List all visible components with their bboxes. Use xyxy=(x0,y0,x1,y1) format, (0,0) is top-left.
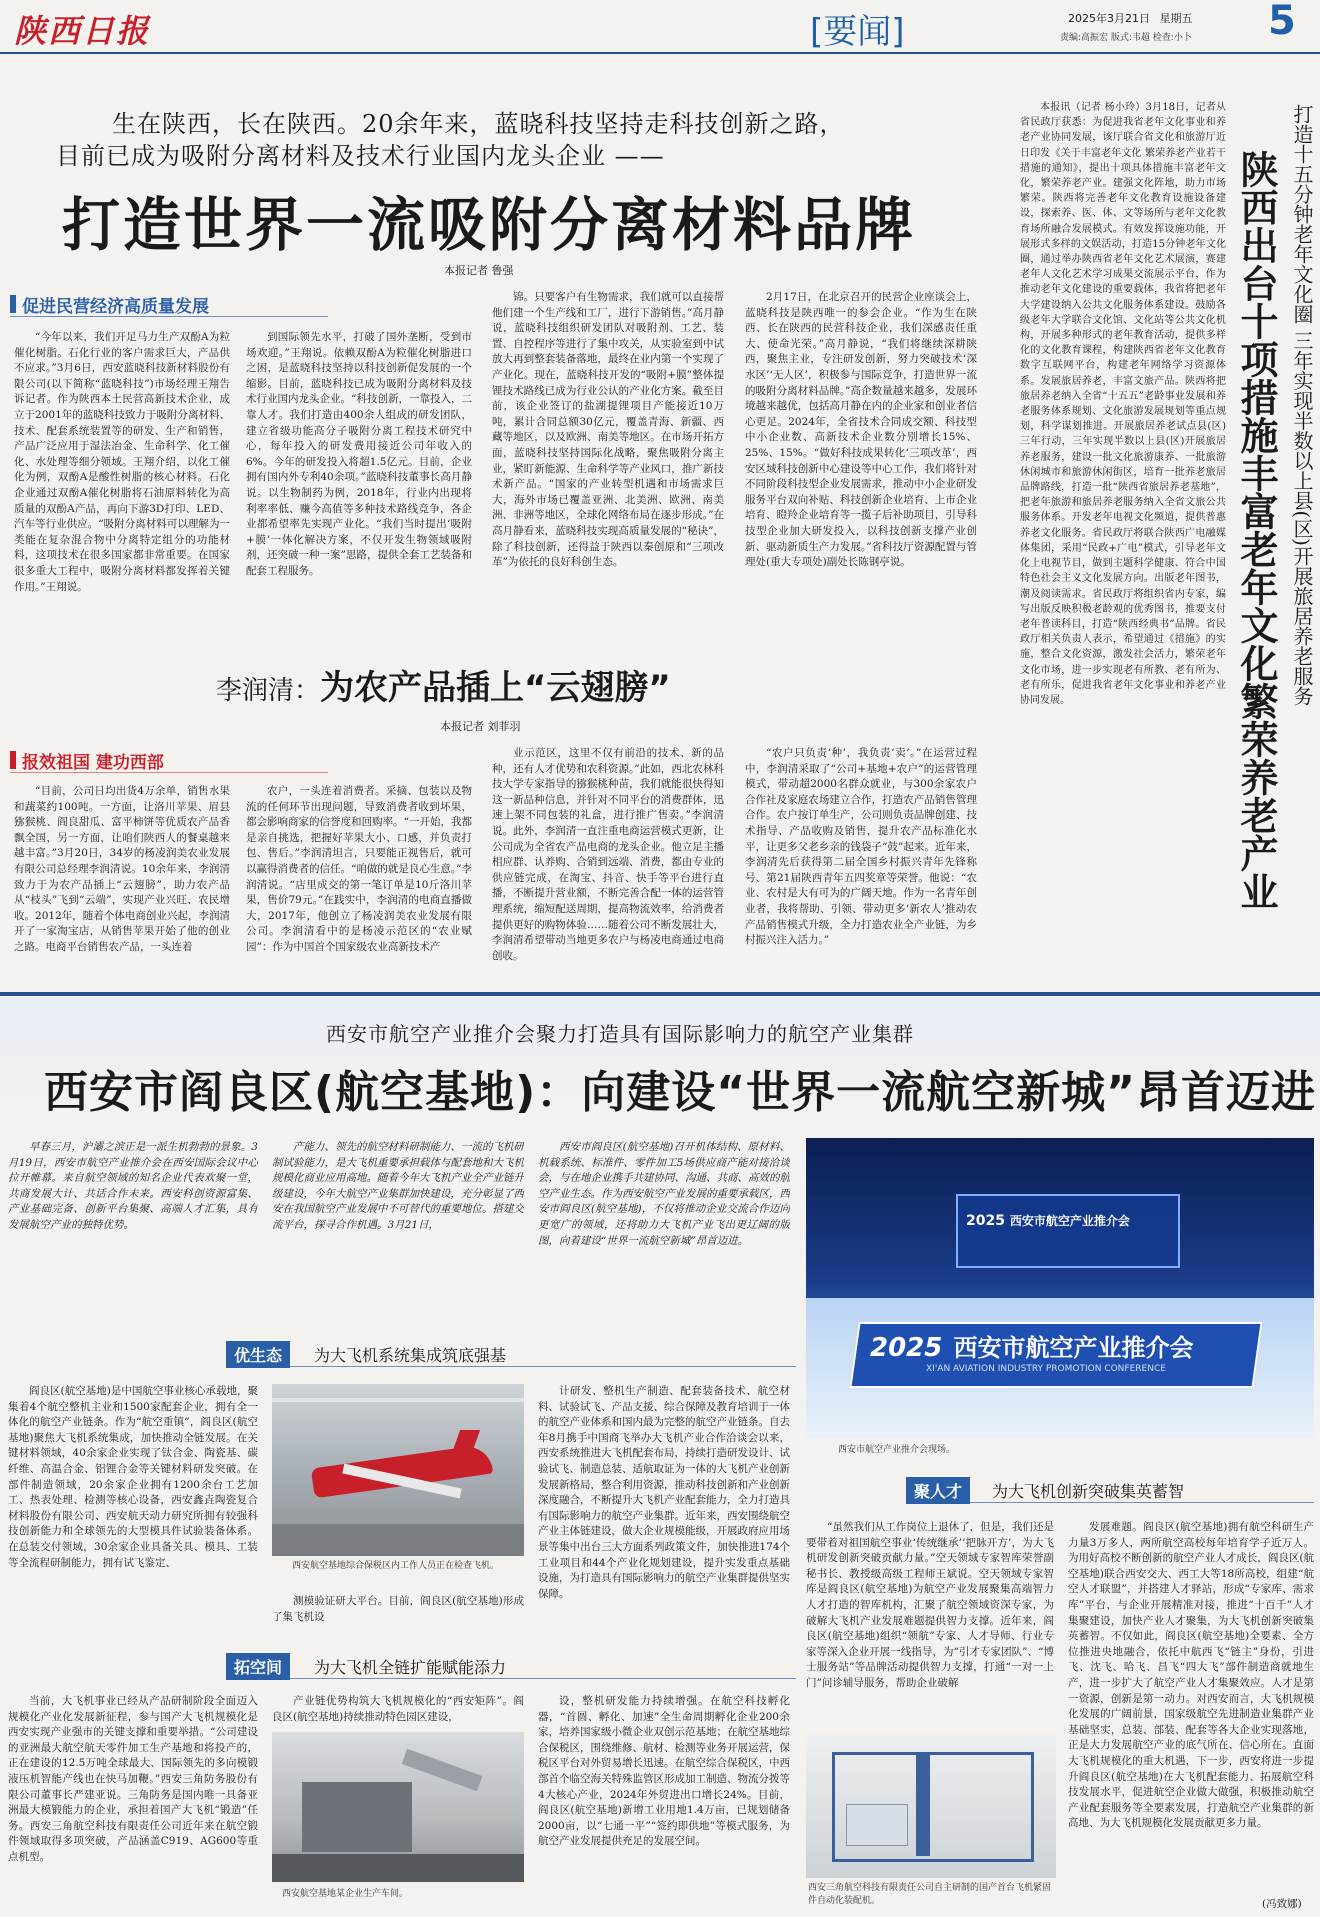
tag-a-title: 为大飞机系统集成筑底强基 xyxy=(314,1345,507,1365)
story3-b-col2-text: 发展难题。阎良区(航空基地)拥有航空科研生产力量3万多人，两所航空高校每年培育学子近万人。为用好高校不断创新的航空产业人才成长，阎良区(航空基地)联合西安交大、西工大等18所高校，组建“航空人才联盟”，并搭建人才驿站，形成“专家库、需求库”平台，与企业开展精准对接，推进“十百千”人才集聚建设，加快产业人才聚集，为大飞机创新突破集英蓄智。不仅如此，阎良区(航空基地)全要素、全方位推进央地融合，依托中航西飞“链主”身份，引进飞、沈飞、哈飞、昌飞“四大飞”部件制造商就地生产，进一步扩大了航空产业人才集聚效应。人才是第一资源，创新是第一动力。对西安而言，大飞机规模化发展的广阔前景，国家级航空先进制造业集群产业基础坚实，总装、部装、配套等各大企业实现落地，正是大力发展航空产业的底气所在、信心所在。直面大飞机规模化的重大机遇，下一步，西安将进一步提升阎良区(航空基地)在大飞机配套能力、拓展航空科技发展水平，促进航空企业做大做强，积极推动航空产业配套服务等全要素发展，打造航空产业集群的新高地、为大飞机规模化发展贡献更多力量。 xyxy=(1068,1521,1314,1830)
story2-tag-text: 报效祖国 建功西部 xyxy=(22,752,164,773)
machine-column xyxy=(916,1752,930,1856)
story3-c-col2-text: 产业链优势构筑大飞机规模化的“西安矩阵”。阎良区(航空基地)持续推动特色园区建设， xyxy=(272,1695,524,1723)
tag-bar-icon xyxy=(10,751,16,769)
story1-section-tag xyxy=(10,292,328,317)
story3-intro-col2-text: 产能力、领先的航空材料研制能力、一流的飞机研制试验能力，是大飞机重要承担载体与配套地和大飞机规模化商业应用高地。随着今年大飞机产业全产业链升级建设，今年大航空产业集群加快建设，充分彰显了西安在我国航空产业发展中不可替代的重要地位。搭建交流平台，探寻合作机遇。3月21日， xyxy=(272,1141,524,1231)
story1-col2-text: 到国际领先水平，打破了国外垄断，受到市场欢迎。”王翔说。依赖双酚A为粒催化树脂进口之困，是蓝晓科技坚持以科技创新促发展的一个缩影。目前，蓝晓科技已成为吸附分离材料及技术行业国内龙头企业。“科技创新，一靠投入，二靠人才。我们打造由400余人组成的研发团队，建立省级功能高分子吸附分离工程技术研究中心，每年投入的研发费用接近公司年收入的6%。今年的研发投入将超1.5亿元。目前，企业拥有国内外专利40余项。”蓝晓科技董事长高月静说。以生物制药为例，2018年，行业内出现将利率率低、赚今高值等多种技术路线竞争，各企业都希望率先实现产业化。“我们当时提出‘吸附+膜’一体化解决方案，不仅开发生物领域吸附剂，还突破一种一案”思路，提供全套工艺装备和配套工程服务。 xyxy=(246,331,472,577)
story3-end-byline: (冯致娜) xyxy=(1262,1898,1302,1910)
banner-en-text: XI'AN AVIATION INDUSTRY PROMOTION CONFERENCE xyxy=(926,1364,1166,1374)
story3-a-col2-tail xyxy=(272,1594,524,1644)
weekday-text: 星期五 xyxy=(1159,12,1193,25)
story3-a-col1-text: 阎良区(航空基地)是中国航空事业核心承载地，聚集着4个航空整机主业和1500家配套企业，拥有全一体化的航空产业链条。作为“航空重镇”，阎良区(航空基地)聚焦大飞机系统集成，加快推动全链发展。在关键材料领域，40余家企业实现了钛合金、陶瓷基、碳纤维、高温合金、铝锂合金等关键材料研发突破。在部件制造领域，20余家企业拥有1200余台工艺加工、热表处理、检测等核心设备，西安鑫垚陶瓷复合材料股份有限公司、西安航天动力研究所拥有较强科技创新能力和全球领先的大型模具件试验装备体系。在总装交付领域，30余家企业具备关具、模具、工装等全流程研制能力，拥有试飞鉴定、 xyxy=(8,1385,258,1569)
hangar-beam xyxy=(272,1398,524,1402)
story3-kicker: 西安市航空产业推介会聚力打造具有国际影响力的航空产业集群 xyxy=(326,1022,914,1046)
story2-col1-text: “目前，公司日均出货4万余单，销售水果和蔬菜约100吨。一方面，让洛川苹果、眉县猕猴桃、阎良甜瓜、富平柿饼等优质农产品香飘全国，另一方面，让咱们陕西人的餐桌越来越丰富。”3月20日，34岁的杨凌润美农业发展有限公司总经理李润清说。10余年来，李润清致力于为农产品插上“云翅膀”，助力农产品从“枝头”飞到“云端”，实现产业兴旺、农民增收。2012年，随着个体电商创业兴起，李润清开了一家淘宝店，从销售苹果开始了他的创业之路。电商平台销售农产品，一头连着 xyxy=(14,785,230,953)
sidebar-vertical-headline: 陕西出台十项措施丰富老年文化繁荣养老产业 xyxy=(1234,150,1278,910)
story3-a-col2-tail-text: 测模验证研大平台。目前，阎良区(航空基地)形成了集飞机设 xyxy=(272,1595,524,1623)
story3-c-col2 xyxy=(272,1694,524,1728)
conference-photo-caption: 西安市航空产业推介会现场。 xyxy=(838,1445,956,1455)
story1-byline: 本报记者 鲁强 xyxy=(444,264,514,277)
story1-col1 xyxy=(14,330,230,595)
story2-col3-text: 业示范区，这里不仅有前沿的技术、新的品种，还有人才优势和农科资源。”此如，西北农林科技大学专家指导的猕猴桃种苗，我们就能很快得知这一新品种信息，并针对不同平台的消费群体，迅速上架不同包装的礼盒，进行推广售卖。”李润清说。此外，李润清一直注重电商运营模式更新，让公司成为全省农产品电商的龙头企业。他立足主播相应群、认养购、合销到远端、消费，都由专业的供应链完成，在淘宝、抖音、快手等平台进行直播，不断提升营业额，不断完善合配一体的运营管理系统，缩短配送周期，提高物流效率，给消费者提供更好的购物体验……随着公司不断发展壮大，李润清希望带动当地更多农户与杨凌电商通过电商创收。 xyxy=(492,747,724,962)
tag-expand-space xyxy=(226,1654,796,1679)
section-divider xyxy=(0,992,1320,996)
story2-col4-text: “农户只负责‘种’，我负责‘卖’。”在运营过程中，李润清采取了“公司+基地+农户”的运营管理模式，带动超2000名群众就业，与300余家农户合作社及家庭农场建立合作，打造农产品销售管理合作。农户按订单生产，公司则负责品牌创建、技术指导、产品收购及销售，提升农产品标准化水平，让更多父老乡亲的钱袋子“鼓”起来。近年来，李润清先后获得第二届全国乡村振兴青年先锋称号、第21届陕西青年五四奖章等荣誉。他说：“农业、农村是大有可为的广阔天地。作为一名青年创业者，我将帮助、引领、带动更多‘新农人’推动农产品销售模式升级，全力打造农业全产业链，为乡村振兴注入活力。” xyxy=(745,747,977,947)
tag-c-title: 为大飞机全链扩能赋能添力 xyxy=(314,1657,507,1677)
issue-date xyxy=(1068,10,1193,26)
aircraft-photo-caption: 西安航空基地综合保税区内工作人员正在检查飞机。 xyxy=(292,1561,500,1571)
date-text: 2025年3月21日 xyxy=(1068,12,1150,25)
story3-b-col1 xyxy=(806,1520,1054,1728)
aircraft-hangar-photo xyxy=(272,1384,524,1556)
banner-name: 西安市航空产业推介会 xyxy=(953,1334,1194,1362)
story1-col4 xyxy=(745,290,977,625)
story1-col4-text: 2月17日，在北京召开的民营企业座谈会上，蓝晓科技是陕西唯一的参会企业。“作为生在陕西、长在陕西的民营科技企业，我们深感责任重大、使命光荣。”高月静说，“我们将继续深耕陕西，聚焦主业，专注研发创新，努力突破技术‘深水区’‘无人区’，积极参与国际竞争，打造世界一流的吸附分离材料品牌。”高企数量越来越多，发展环境越来越优，包括高月静在内的企业家和创业者信心更足。2024年，全省技术合同成交额、科技型中小企业数、高新技术企业数分别增长15%、25%、15%。“做好科技成果转化‘三项改革’，西安区域科技创新中心建设等中心工作，我们将针对不同阶段科技型企业发展需求，推动中小企业研发服务平台双向补贴、科技创新企业培育、上市企业培育、瞪羚企业培育等一揽子后补助项目，引导科技型企业加大研发投入，以科技创新支撑产业创新、驱动新质生产力发展。”省科技厅资源配置与管理处(重大专项处)副处长陈钢亭说。 xyxy=(745,291,977,569)
story3-c-col1 xyxy=(8,1694,258,1912)
story1-col3 xyxy=(492,290,724,625)
tag-gather-talent xyxy=(906,1478,1314,1503)
editor-credits: 责编:高振宏 版式:韦超 检查:小卜 xyxy=(1060,33,1192,43)
machine-panel xyxy=(846,1804,908,1846)
story2-col2 xyxy=(246,784,472,979)
story3-intro-col3-text: 西安市阎良区(航空基地)召开机体结构、原材料、机载系统、标准件、零件加工5场供应商产能对接洽谈会，与在地企业携手共建协同、沟通、共商、高效的航空产业生态。作为西安航空产业发展的重要承载区，西安市阎良区(航空基地)，不仅将推动企业交流合作迈向更宽广的领域，还将助力大飞机产业飞出更辽阔的版图，向着建设“世界一流航空新城”昂首迈进。 xyxy=(538,1141,790,1247)
section-label: [要闻] xyxy=(810,12,905,52)
assembly-machine-photo xyxy=(806,1734,1056,1878)
workshop-photo-caption: 西安航空基地某企业生产车间。 xyxy=(282,1889,409,1899)
tag-c-label: 拓空间 xyxy=(226,1653,290,1680)
story2-byline: 本报记者 刘菲羽 xyxy=(440,720,521,733)
story2-col2-text: 农户，一头连着消费者。采摘、包装以及物流的任何环节出现问题，导致消费者收到坏果，都会影响商家的信誉度和回购率。“一开始，我都是亲自挑选，把握好苹果大小、口感，并负责打包、售后。”李润清坦言，只要能正视售后，就可以赢得消费者的信任。“咱做的就是良心生意。”李润清说。“店里成交的第一笔订单是10斤洛川苹果，售价79元。”在践实中，李润清的电商直播做大，2017年，他创立了杨凌润美农业发展有限公司。李润清看中的是杨凌示范区的“农业赋园”：作为中国首个国家级农业高新技术产 xyxy=(246,785,472,953)
story3-intro-col1 xyxy=(8,1140,258,1300)
story3-a-col3-text: 计研发、整机生产制造、配套装备技术、航空材料、试验试飞、产品支援、综合保障及教育培训于一体的航空产业体系和国内最为完整的航空产业链条。自去年8月携手中国商飞举办大飞机产业合作洽谈会以来，西安系统推进大飞机配套布局，持续打造研发设计、试验试飞、制造总装、适航取证为一体的大飞机产业创新发展新格局，整合利用资源，推动科技创新和产业创新深度融合，不断提升大飞机产业配套能力，全力打造具有国际影响力的航空产业集群。近年来，西安围绕航空产业主体链建设，做大企业规模能级，开展政府应用场景等集中出台三大方面系列政策文件，加快推进174个工业项目和44个产业化规划建设，提升实发重点基础设施，为打造具有国际影响力的航空产业集群提供坚实保障。 xyxy=(538,1385,790,1600)
story1-kicker-line2: 目前已成为吸附分离材料及技术行业国内龙头企业 —— xyxy=(56,142,665,170)
banner-year: 2025 xyxy=(870,1333,943,1363)
story1-col3-text: 锦。只要客户有生物需求，我们就可以直接帮他们建一个生产线和工厂，进行下游销售。”高月静说，蓝晓科技组织研发团队对吸附剂、工艺、装置、自控程序等进行了集中攻关，从实验室到中试放大再到整套装备落地，最终在业内第一个实现了产业化。现在，蓝晓科技开发的“吸附+膜”整体提锂技术路线已成为行业公认的产业化方案。截至目前，该企业签订的盐湖提锂项目产能接近10万吨，累计合同总额30亿元，覆盖青海、新疆、西藏等地区，以及欧洲、南美等地区。在市场开拓方面，蓝晓科技坚持国际化战略，聚焦吸附分离主业，紧盯新能源、生命科学等产业风口，推广新技术新产品。“国家的产业转型机遇和市场需求巨大，海外市场已覆盖亚洲、北美洲、欧洲、南美洲、非洲等地区，全球化网络布局在逐步形成。”在高月静看来，蓝晓科技实现高质量发展的“秘诀”，除了科技创新，还得益于陕西以秦创原和“三项改革”为依托的良好科创生态。 xyxy=(492,291,724,569)
banner-text xyxy=(870,1328,1193,1363)
story3-c-col3 xyxy=(538,1694,790,1912)
story3-intro-col1-text: 早春三月，沪灞之滨正是一派生机勃勃的景象。3月19日，西安市航空产业推介会在西安国际会议中心拉开帷幕。来自航空领域的知名企业代表欢聚一堂，共商发展大计、共话合作未来。西安科创资源富集、产业基础完备、创新平台集聚、高端人才汇集，具有发展航空产业的独特优势。 xyxy=(8,1141,258,1231)
tag-optimize-ecology xyxy=(226,1342,796,1367)
story3-headline: 西安市阎良区(航空基地)：向建设“世界一流航空新城”昂首迈进 xyxy=(44,1067,1317,1118)
story3-a-col3 xyxy=(538,1384,790,1646)
story1-col2 xyxy=(246,330,472,625)
story3-intro-col3 xyxy=(538,1140,790,1300)
tag-b-title: 为大飞机创新突破集英蓄智 xyxy=(992,1481,1185,1501)
masthead xyxy=(0,0,1320,54)
story2-headline-main: 为农产品插上“云翅膀” xyxy=(320,668,671,708)
story3-a-col1 xyxy=(8,1384,258,1646)
machine-body xyxy=(302,1782,412,1852)
story2-col4 xyxy=(745,746,977,979)
story3-b-col1-text: “虽然我们从工作岗位上退休了，但是，我们还是要带着对祖国航空事业‘传统继承’‘把脉开方’，为大飞机研发创新突破贡献力量。”空天领域专家智库荣誉副秘书长、教授级高级工程师王斌说。空天领域专家智库是阎良区(航空基地)为航空产业发展聚集高端智力人才打造的智库机构，汇聚了航空领域资深专家，为破解大飞机产业发展难题提供智力支撑。近年来，阎良区(航空基地)组织“领航”专家、人才导师、行业专家等深入企业开展一线指导，为“引才专家团队”、“博士服务站”等品牌活动提供智力支撑，打通“一对一上门”问诊辅导服务，帮助企业破解 xyxy=(806,1521,1054,1689)
sidebar-vertical-kicker: 打造十五分钟老年文化圈 三年实现半数以上县(区)开展旅居养老服务 xyxy=(1290,104,1314,706)
screen-title xyxy=(966,1212,1130,1229)
screen-year: 2025 xyxy=(966,1213,1005,1229)
machine-base xyxy=(272,1854,524,1882)
story3-b-col2 xyxy=(1068,1520,1314,1892)
assembly-photo-caption: 西安三角航空科技有限责任公司自主研制的国产首台飞机紧固件自动化装配机。 xyxy=(808,1883,1052,1906)
story3-c-col3-text: 设，整机研发能力持续增强。在航空科技孵化器，“首圆、孵化、加速”全生命周期孵化企业200余家，培养国家级小微企业双创示范基地；在航空基地综合保税区，围绕维修、航材、检测等业务开展运营，保税区平台对外贸易增长迅速。在航空综合保税区，中西部首个临空海关特殊监管区形成加工制造、物流分拨等4大核心产业，2024年外贸进出口增长24%。目前，阎良区(航空基地)新增工业用地1.4万亩，已规划储备2000亩，以“七通一平”“签约即供地”等模式服务，为航空产业发展提供充足的发展空间。 xyxy=(538,1695,790,1848)
sidebar-body-text: 本报讯（记者 杨小玲）3月18日，记者从省民政厅获悉：为促进我省老年文化事业和养老产业协同发展，该厅联合省文化和旅游厅近日印发《关于丰富老年文化 繁荣养老产业若干措施的通知》，提出十项具体措施丰富老年文化，繁荣养老产业。建强文化阵地，助力市场繁荣。陕西将完善老年文化教育设施设备建设，探索养、医、体、文等场所与老年文化教育场所融合发展模式。有效发挥设施功能，开展形式多样的文娱活动，打造15分钟老年文化圈，通过举办陕西省老年文化艺术展演，赛建老年人文化艺术学习成果交流展示平台，作为推动老年文化建设的重要载体，我省将把老年大学建设纳入公共文化服务体系建设。鼓励各级老年大学联合文化馆、文化站等公共文化机构，开展多种形式的老年教育活动，提供多样化的文化教育课程，构建陕西省老年文化教育数字互联网平台，构建老年网络学习资源体系。发展旅居养老，丰富文旅产品。陕西将把旅居养老纳入全省“十五五”老龄事业发展和养老服务体系规划、文化旅游发展规划等重点规划，科学谋划推进。开展旅居养老试点县(区)三年行动，三年实现半数以上县(区)开展旅居养老服务，建设一批文化旅游康养、一批旅游休闲城市和旅游休闲街区，培育一批养老旅居品牌路线，打造一批“陕西省旅居养老基地”，把老年旅游和旅居养老服务纳入全省文旅公共服务体系。开发老年电视文化频道，提供普惠养老文化服务。省民政厅将联合陕西广电融媒体集团，采用“民政+广电”模式，引导老年文化上电视节目，做到主题科学健康、符合中国特色社会主义文化发展方向。出版老年图书，潮及阅读需求。省民政厅将组织省内专家，编写出版反映积极老龄观的优秀图书，推要支付老年普读科目，打造“陕西经典书”品牌。省民政厅相关负责人表示，希望通过《措施》的实施，整合文化资源，激发社会活力，繁荣老年文化市场，进一步实现老有所教、老有所为、老有所乐，促进我省老年文化事业和养老产业协同发展。 xyxy=(1020,102,1226,706)
story2-headline xyxy=(216,660,671,709)
workshop-photo xyxy=(272,1732,524,1882)
story1-kicker-line1: 生在陕西，长在陕西。20余年来，蓝晓科技坚持走科技创新之路， xyxy=(112,110,845,138)
story3-c-col1-text: 当前，大飞机事业已经从产品研制阶段全面迈入规模化产业化发展新征程，参与国产大飞机规模化是西安实现产业强市的关键支撑和重要举措。“公司建设的亚洲最大航空航天零件加工生产基地和将投产的，正在建设的12.5万吨全球最大、国际领先的多向模锻液压机智能产线也在快马加鞭。”西安三角防务股份有限公司董事长严建亚说。三角防务是国内唯一具备亚洲最大模锻能力的企业，承担着国产大飞机“锻造”任务。西安三角航空科技有限责任公司近年来在航空锻件领域取得多项突破，产品涵盖C919、AG600等重点机型。 xyxy=(8,1695,258,1863)
story2-col3 xyxy=(492,746,724,979)
tag-a-label: 优生态 xyxy=(226,1341,290,1368)
story2-section-tag xyxy=(10,748,328,773)
sidebar-body xyxy=(1020,100,1226,980)
stage-screen xyxy=(956,1194,1180,1268)
story1-col1-text: “今年以来，我们开足马力生产双酚A为粒催化树脂。石化行业的客户需求巨大，产品供不应求。”3月6日，西安蓝晓科技新材料股份有限公司(以下简称“蓝晓科技”)市场经理王翔告诉记者。作为陕西本土民营高新技术企业，成立于2001年的蓝晓科技致力于吸附分离材料、技术、配套系统装置等的研发、生产和销售，产品广泛应用于湿法冶金、生命科学、化工催化、水处理等细分领域。王翔介绍，以化工催化为例，双酚A是酸性树脂的核心材料。石化企业通过双酚A催化树脂将石油原料转化为高质量的双酚A产品，再向下游3D打印、LED、汽车等行业供应。“吸附分离材料可以理解为一类能在复杂混合物中分离特定组分的功能材料，这项技术在很多国家都非常重要。在国家很多重大工程中，吸附分离材料都发挥着关键作用。”王翔说。 xyxy=(14,331,230,593)
tag-b-label: 聚人才 xyxy=(906,1477,970,1504)
screen-name: 西安市航空产业推介会 xyxy=(1009,1214,1130,1228)
story3-intro-col2 xyxy=(272,1140,524,1300)
story2-headline-prefix: 李润清： xyxy=(216,676,321,706)
conference-photo xyxy=(806,1138,1314,1438)
section-name: 要闻 xyxy=(823,12,892,52)
newspaper-logo: 陕西日报 xyxy=(14,12,151,50)
story1-tag-text: 促进民营经济高质量发展 xyxy=(22,296,209,317)
story1-headline: 打造世界一流吸附分离材料品牌 xyxy=(62,191,917,259)
page-number: 5 xyxy=(1268,0,1296,44)
tag-bar-icon xyxy=(10,295,16,313)
machine-arm xyxy=(402,1749,483,1791)
story2-col1 xyxy=(14,784,230,979)
hangar-floor xyxy=(272,1524,524,1556)
